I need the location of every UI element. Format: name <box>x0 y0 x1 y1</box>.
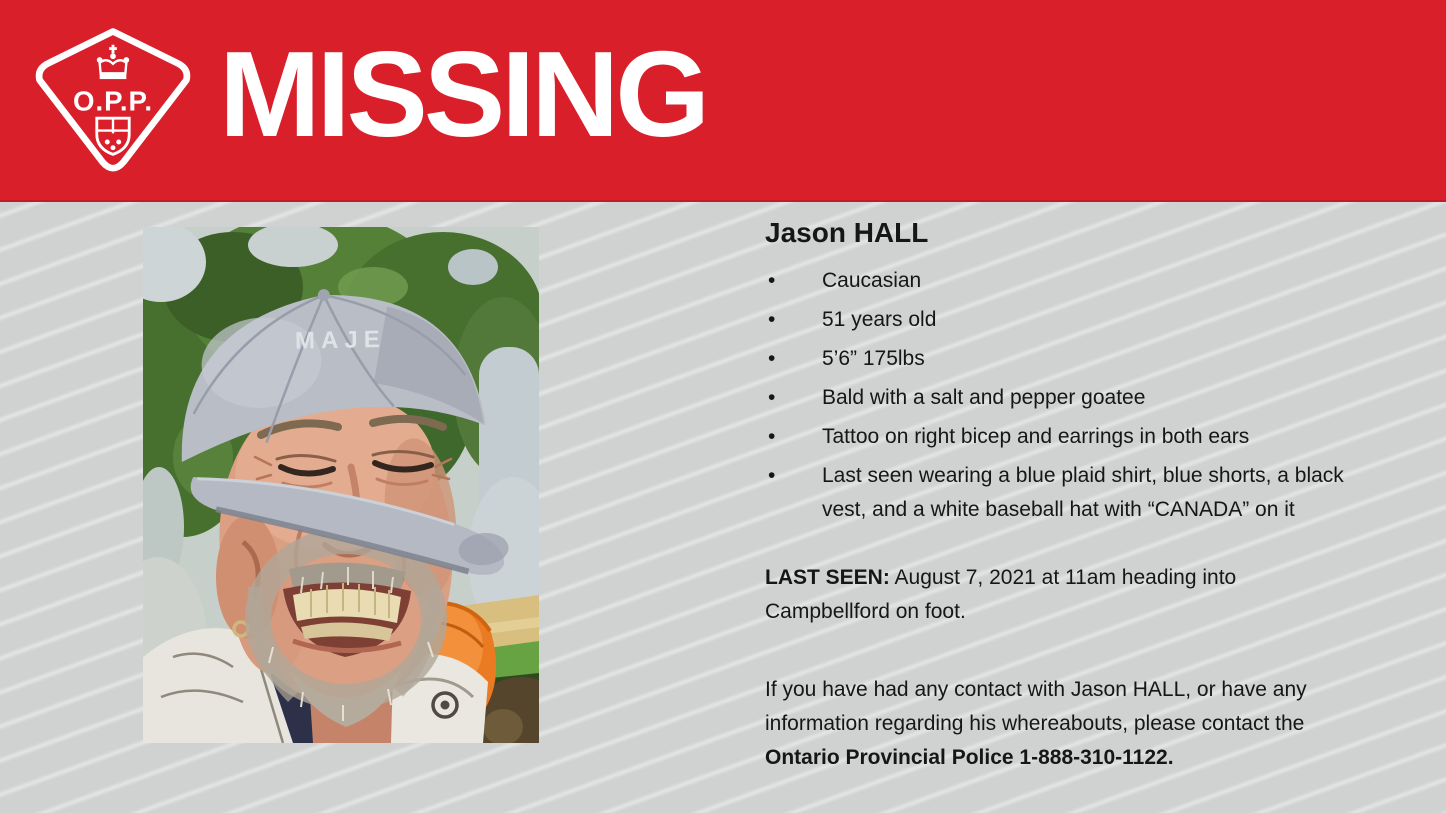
contact-line: information regarding his whereabouts, please contact the <box>765 712 1305 735</box>
opp-crest-icon <box>26 20 200 182</box>
detail-list <box>765 264 1415 527</box>
detail-item: • 5’6” 175lbs <box>765 342 1415 376</box>
missing-person-photo <box>143 227 539 743</box>
crown-icon <box>97 45 129 79</box>
header-band <box>0 0 1446 202</box>
poster-title: MISSING <box>219 26 707 162</box>
contact-line: If you have had any contact with Jason HALL, or have any <box>765 678 1307 701</box>
cap-lettering: MAJE <box>294 326 386 355</box>
detail-item: • Caucasian <box>765 264 1415 298</box>
poster-body <box>0 202 1446 813</box>
contact-phone: Ontario Provincial Police 1-888-310-1122. <box>765 746 1174 769</box>
person-info <box>765 215 1415 775</box>
last-seen-line: Campbellford on foot. <box>765 600 966 623</box>
opp-logo-text: O.P.P. <box>73 85 153 117</box>
last-seen-line: August 7, 2021 at 11am heading into <box>894 566 1237 589</box>
detail-line: vest, and a white baseball hat with “CANADA” on it <box>822 498 1295 521</box>
last-seen <box>765 561 1415 629</box>
photo-illustration <box>143 227 539 743</box>
detail-item: • Bald with a salt and pepper goatee <box>765 381 1415 415</box>
detail-item <box>765 459 1415 527</box>
detail-item: • 51 years old <box>765 303 1415 337</box>
last-seen-label: LAST SEEN: <box>765 566 890 589</box>
detail-item: • Tattoo on right bicep and earrings in both ears <box>765 420 1415 454</box>
contact-info <box>765 673 1415 775</box>
detail-line: Last seen wearing a blue plaid shirt, blue shorts, a black <box>822 464 1344 487</box>
ontario-shield-icon <box>97 118 129 154</box>
person-name: Jason HALL <box>765 217 929 248</box>
